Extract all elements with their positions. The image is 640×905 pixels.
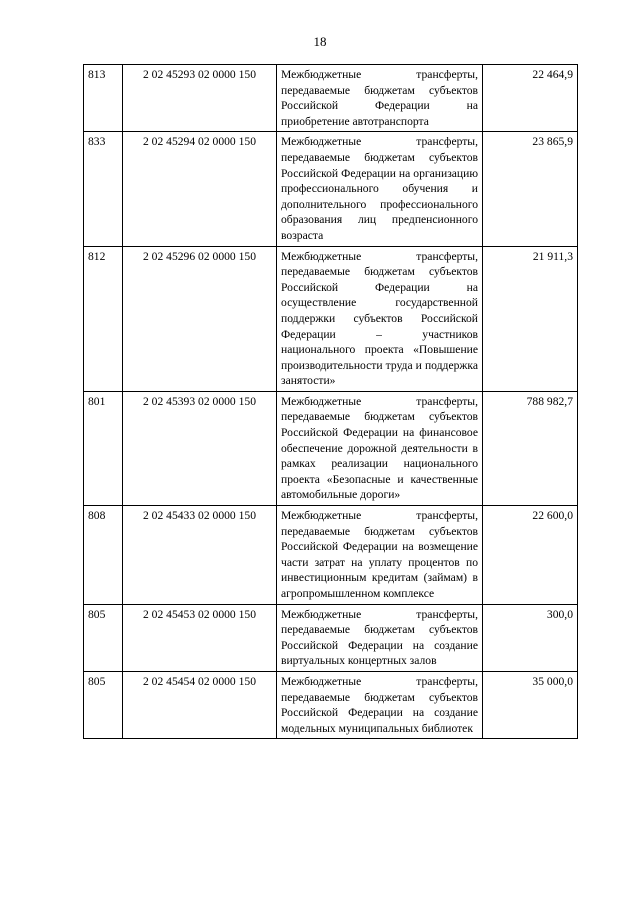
budget-code-cell: 2 02 45294 02 0000 150 [123, 132, 277, 246]
amount-cell: 300,0 [483, 604, 578, 671]
admin-code-cell: 812 [84, 246, 123, 391]
admin-code-cell: 833 [84, 132, 123, 246]
budget-code-cell: 2 02 45393 02 0000 150 [123, 391, 277, 505]
budget-code-cell: 2 02 45293 02 0000 150 [123, 65, 277, 132]
admin-code-cell: 805 [84, 671, 123, 738]
description-cell: Межбюджетные трансферты, передаваемые бюджетам субъектов Российской Федерации на создание виртуальных концертных залов [277, 604, 483, 671]
table-row [84, 391, 578, 505]
description-cell: Межбюджетные трансферты, передаваемые бюджетам субъектов Российской Федерации на организацию профессионального обучения и дополнительного профессионального образования лиц предпенсионного возраста [277, 132, 483, 246]
description-cell: Межбюджетные трансферты, передаваемые бюджетам субъектов Российской Федерации на приобретение автотранспорта [277, 65, 483, 132]
description-cell: Межбюджетные трансферты, передаваемые бюджетам субъектов Российской Федерации на возмещение части затрат на уплату процентов по инвестиционным кредитам (займам) в агропромышленном комплексе [277, 506, 483, 605]
admin-code-cell: 801 [84, 391, 123, 505]
admin-code-cell: 813 [84, 65, 123, 132]
table-row [84, 132, 578, 246]
amount-cell: 35 000,0 [483, 671, 578, 738]
amount-cell: 22 600,0 [483, 506, 578, 605]
budget-revenue-table [83, 64, 578, 739]
budget-code-cell: 2 02 45296 02 0000 150 [123, 246, 277, 391]
table-row [84, 671, 578, 738]
page-number: 18 [313, 34, 327, 49]
amount-cell: 788 982,7 [483, 391, 578, 505]
budget-code-cell: 2 02 45453 02 0000 150 [123, 604, 277, 671]
table-row [84, 65, 578, 132]
amount-cell: 22 464,9 [483, 65, 578, 132]
budget-code-cell: 2 02 45433 02 0000 150 [123, 506, 277, 605]
description-cell: Межбюджетные трансферты, передаваемые бюджетам субъектов Российской Федерации на осуществление государственной поддержки субъектов Российской Федерации – участников национального проекта «Повышение производительности труда и поддержка занятости» [277, 246, 483, 391]
description-cell: Межбюджетные трансферты, передаваемые бюджетам субъектов Российской Федерации на финансовое обеспечение дорожной деятельности в рамках реализации национального проекта «Безопасные и качественные автомобильные дороги» [277, 391, 483, 505]
admin-code-cell: 805 [84, 604, 123, 671]
table-row [84, 506, 578, 605]
admin-code-cell: 808 [84, 506, 123, 605]
table-body [84, 65, 578, 739]
description-cell: Межбюджетные трансферты, передаваемые бюджетам субъектов Российской Федерации на создание модельных муниципальных библиотек [277, 671, 483, 738]
table-row [84, 604, 578, 671]
table-row [84, 246, 578, 391]
amount-cell: 23 865,9 [483, 132, 578, 246]
amount-cell: 21 911,3 [483, 246, 578, 391]
budget-code-cell: 2 02 45454 02 0000 150 [123, 671, 277, 738]
